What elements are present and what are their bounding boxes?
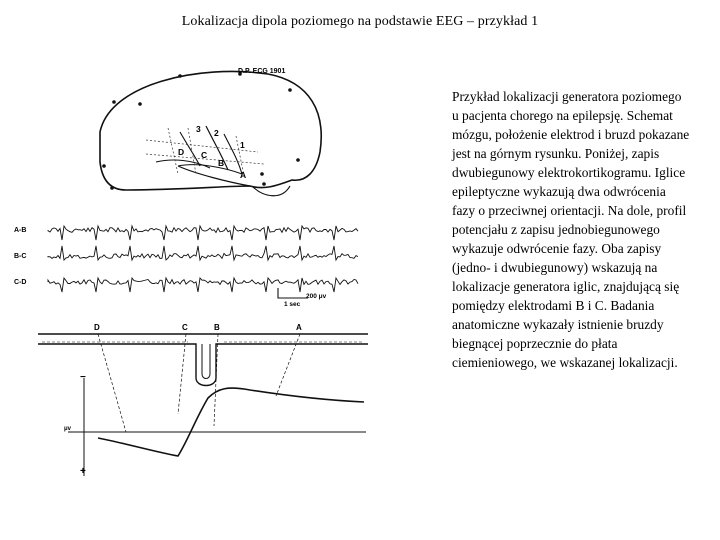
brain-outline (100, 71, 321, 190)
brain-label-b: B (218, 158, 225, 168)
cortex-section (38, 334, 368, 386)
profile-label-d: D (94, 323, 100, 332)
profile-axes (68, 378, 366, 476)
trace-c-d (48, 278, 358, 292)
electrode-dots (102, 72, 300, 190)
profile-label-a: A (296, 323, 302, 332)
channel-label-c-d: C-D (14, 279, 27, 286)
patient-label: D.P. ECG 1901 (238, 68, 286, 75)
scale-bar (278, 288, 308, 298)
brain-label-1: 1 (240, 140, 245, 150)
brain-label-c: C (201, 150, 208, 160)
trace-b-c (48, 246, 358, 260)
brain-label-2: 2 (214, 128, 219, 138)
profile-label-b: B (214, 323, 220, 332)
profile-label-c: C (182, 323, 188, 332)
brain-label-a: A (240, 170, 247, 180)
channel-label-b-c: B-C (14, 253, 27, 260)
sulcus-3 (156, 160, 210, 168)
trace-a-b (48, 226, 358, 240)
eeg-traces (48, 226, 358, 292)
brain-label-d: D (178, 147, 185, 157)
axis-plus: + (80, 466, 86, 477)
axis-minus: − (80, 372, 86, 383)
axis-unit: μv (64, 426, 72, 432)
brain-diagram (100, 71, 321, 195)
slide-title: Lokalizacja dipola poziomego na podstawie EEG – przykład 1 (181, 14, 539, 29)
brain-label-3: 3 (196, 124, 201, 134)
eeg-figure (14, 62, 373, 482)
channel-label-a-b: A-B (14, 227, 27, 234)
scale-time: 1 sec (284, 301, 301, 308)
potential-profile (98, 388, 364, 456)
figure-description: Przykład lokalizacji generatora poziomego u pacjenta chorego na epilepsję. Schemat mózgu, położenie elektrod i bruzd pokazane jest na górnym rysunku. Poniżej, zapis dwubiegunowy elektrokortikogramu. Iglice epileptyczne wykazują dwa odwrócenia fazy o przeciwnej orientacji. Na dole, profil potencjału z zapisu jednobiegunowego wykazuje odwrócenie fazy. Oba zapisy (jedno- i dwubiegunowy) wskazują na lokalizacje generatora iglic, znajdującą się pomiędzy elektrodami B i C. Badania anatomiczne wykazały istnienie bruzdy biegnącej poprzecznie do płata ciemieniowego, we wskazanej lokalizacji. (452, 89, 690, 370)
scale-amplitude: 200 μv (306, 293, 327, 300)
